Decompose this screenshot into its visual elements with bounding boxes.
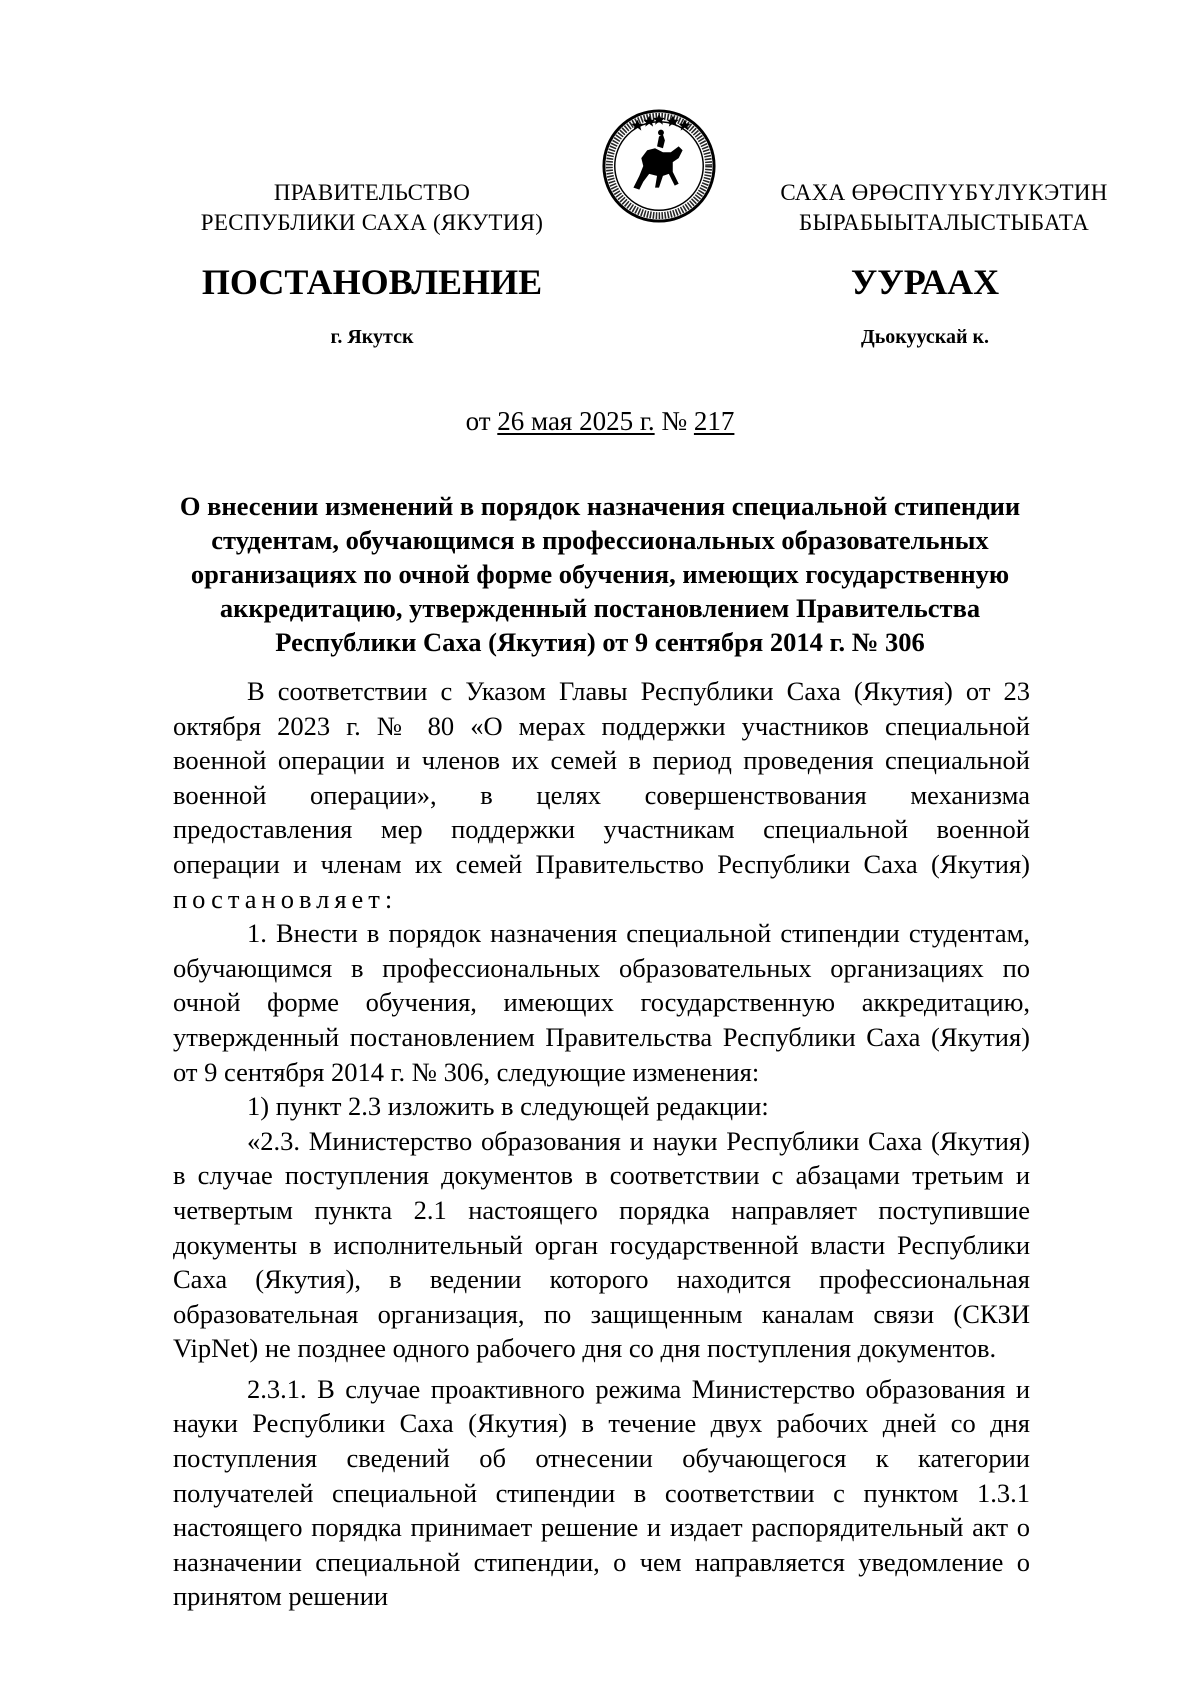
subclause-1-paragraph: 1) пункт 2.3 изложить в следующей редакции: [247,1091,769,1122]
date-prefix: от [465,406,491,436]
document-title [175,489,1025,659]
city-yakut: Дьокуускай к. [860,326,990,348]
title-line-2: студентам, обучающимся в профессиональных образовательных [211,525,989,555]
coat-of-arms-emblem-icon [600,107,718,225]
document-number: 217 [693,406,735,436]
preamble-text: В соответствии с Указом Главы Республики Саха (Якутия) от 23 октября 2023 г. № 80 «О мерах поддержки участников специальной военной операции и членов их семей в период проведения специальной военной операции», в целях совершенствования механизма предоставления мер поддержки участникам специальной военной операции и членам их семей Правительство Республики Саха (Якутия) [173,676,1030,879]
city-russian: г. Якутск [330,326,414,348]
title-line-1: О внесении изменений в порядок назначения специальной стипендии [179,491,1021,521]
title-line-4: аккредитацию, утвержденный постановлением Правительства [219,593,981,623]
title-line-3: организациях по очной форме обучения, имеющих государственную [190,559,1010,589]
document-date: 26 мая 2025 г. [497,406,655,436]
header-right-line-2: БЫРАБЫЫТАЛЫСТЫБАТА [798,210,1090,235]
clause-2-3-1-paragraph: 2.3.1. В случае проактивного режима Министерство образования и науки Республики Саха (Якутия) в течение двух рабочих дней со дня поступления сведений об отнесении обучающегося к категории получателей специальной стипендии в соответствии с пунктом 1.3.1 настоящего порядка принимает решение и издает распорядительный акт о назначении специальной стипендии, о чем направляется уведомление о принятом решении [173,1373,1030,1612]
preamble-paragraph [173,674,1030,916]
doc-type-russian: ПОСТАНОВЛЕНИЕ [201,262,543,302]
header-right-line-1: САХА ӨРӨСПҮҮБҮЛҮКЭТИН [780,180,1108,205]
header-left-line-2: РЕСПУБЛИКИ САХА (ЯКУТИЯ) [200,210,544,235]
resolves-word: постановляет: [173,883,398,914]
clause-1-paragraph: 1. Внести в порядок назначения специальной стипендии студентам, обучающимся в профессиональных образовательных организациях по очной форме обучения, имеющих государственную аккредитацию, утвержденный постановлением Правительства Республики Саха (Якутия) от 9 сентября 2014 г. № 306, следующие изменения: [173,918,1030,1087]
government-name-yakut [734,178,1154,238]
title-line-5: Республики Саха (Якутия) от 9 сентября 2014 г. № 306 [275,627,925,657]
clause-2-3-paragraph: «2.3. Министерство образования и науки Республики Саха (Якутия) в случае поступления документов в соответствии с абзацами третьим и четвертым пункта 2.1 настоящего порядка направляет поступившие документы в исполнительный орган государственной власти Республики Саха (Якутия), в ведении которого находится профессиональная образовательная организация, по защищенным каналам связи (СКЗИ VipNet) не позднее одного рабочего дня со дня поступления документов. [173,1125,1030,1364]
document-body [173,674,1030,1614]
doc-type-yakut: УУРААХ [850,262,1000,302]
header-left-line-1: ПРАВИТЕЛЬСТВО [273,180,471,205]
government-name-russian [162,178,582,238]
number-sign: № [661,406,688,436]
date-number-line [0,404,1200,438]
